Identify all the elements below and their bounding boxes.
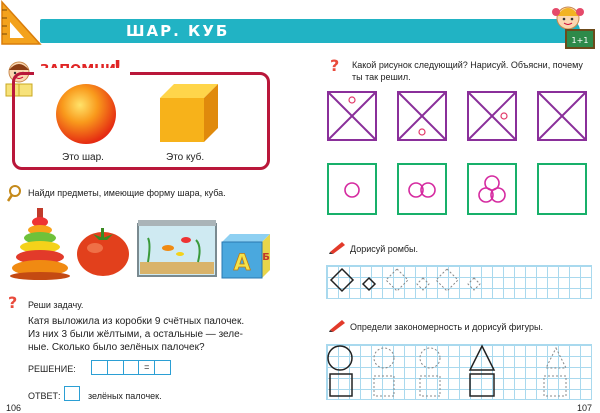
page-title: ШАР. КУБ <box>126 22 230 40</box>
rhombus-task-text: Дорисуй ромбы. <box>350 244 418 254</box>
question-icon-right: ? <box>330 56 340 75</box>
ball-image <box>54 82 118 146</box>
page-number-right: 107 <box>577 403 593 413</box>
answer-label: ОТВЕТ: <box>28 391 61 401</box>
question-task-line1: Какой рисунок следующий? Нарисуй. Объясни, почему <box>352 60 583 70</box>
green-box-answer[interactable] <box>536 162 588 216</box>
equals-sign: = <box>139 361 155 374</box>
pyramid-toy-image <box>8 206 72 282</box>
solution-input[interactable] <box>91 360 171 375</box>
answer-input[interactable] <box>64 386 80 401</box>
purple-box-1 <box>326 90 378 142</box>
solve-task-heading: Реши задачу. <box>28 300 84 310</box>
remember-frame <box>12 72 270 170</box>
answer-suffix: зелёных палочек. <box>88 391 162 401</box>
cube-image <box>158 82 220 144</box>
purple-box-3 <box>466 90 518 142</box>
find-task-text: Найди предметы, имеющие форму шара, куба. <box>28 188 226 198</box>
cube-letter-side: Б <box>262 252 270 263</box>
svg-text:1+1: 1+1 <box>571 36 589 45</box>
girl-with-board-icon <box>552 2 598 52</box>
pencil-icon-2 <box>328 318 346 332</box>
page-number-left: 106 <box>6 403 22 413</box>
ball-caption: Это шар. <box>62 152 104 163</box>
frame-gap <box>34 68 130 78</box>
solution-label: РЕШЕНИЕ: <box>28 364 76 374</box>
solve-task-line3: ные. Сколько было зелёных палочек? <box>28 342 205 353</box>
solve-task-line2: Из них 3 были жёлтыми, а остальные — зеле- <box>28 329 243 340</box>
cube-letter-front: A <box>233 251 251 276</box>
pencil-icon <box>328 240 346 254</box>
rhombus-figures <box>326 265 592 299</box>
aquarium-image <box>136 218 218 278</box>
pattern-task-text: Определи закономерность и дорисуй фигуры. <box>350 322 543 332</box>
question-task-line2: ты так решил. <box>352 72 411 82</box>
solve-task-line1: Катя выложила из коробки 9 счётных палочек. <box>28 316 245 327</box>
question-icon: ? <box>8 293 18 312</box>
purple-box-2 <box>396 90 448 142</box>
ruler-triangle-icon <box>0 0 44 48</box>
magnifier-icon <box>6 184 22 202</box>
purple-box-answer[interactable] <box>536 90 588 142</box>
tomato-image <box>75 222 131 278</box>
letter-cube-image <box>220 232 272 280</box>
pattern-figures <box>326 344 592 400</box>
title-bar <box>40 19 580 43</box>
cube-caption: Это куб. <box>166 152 205 163</box>
